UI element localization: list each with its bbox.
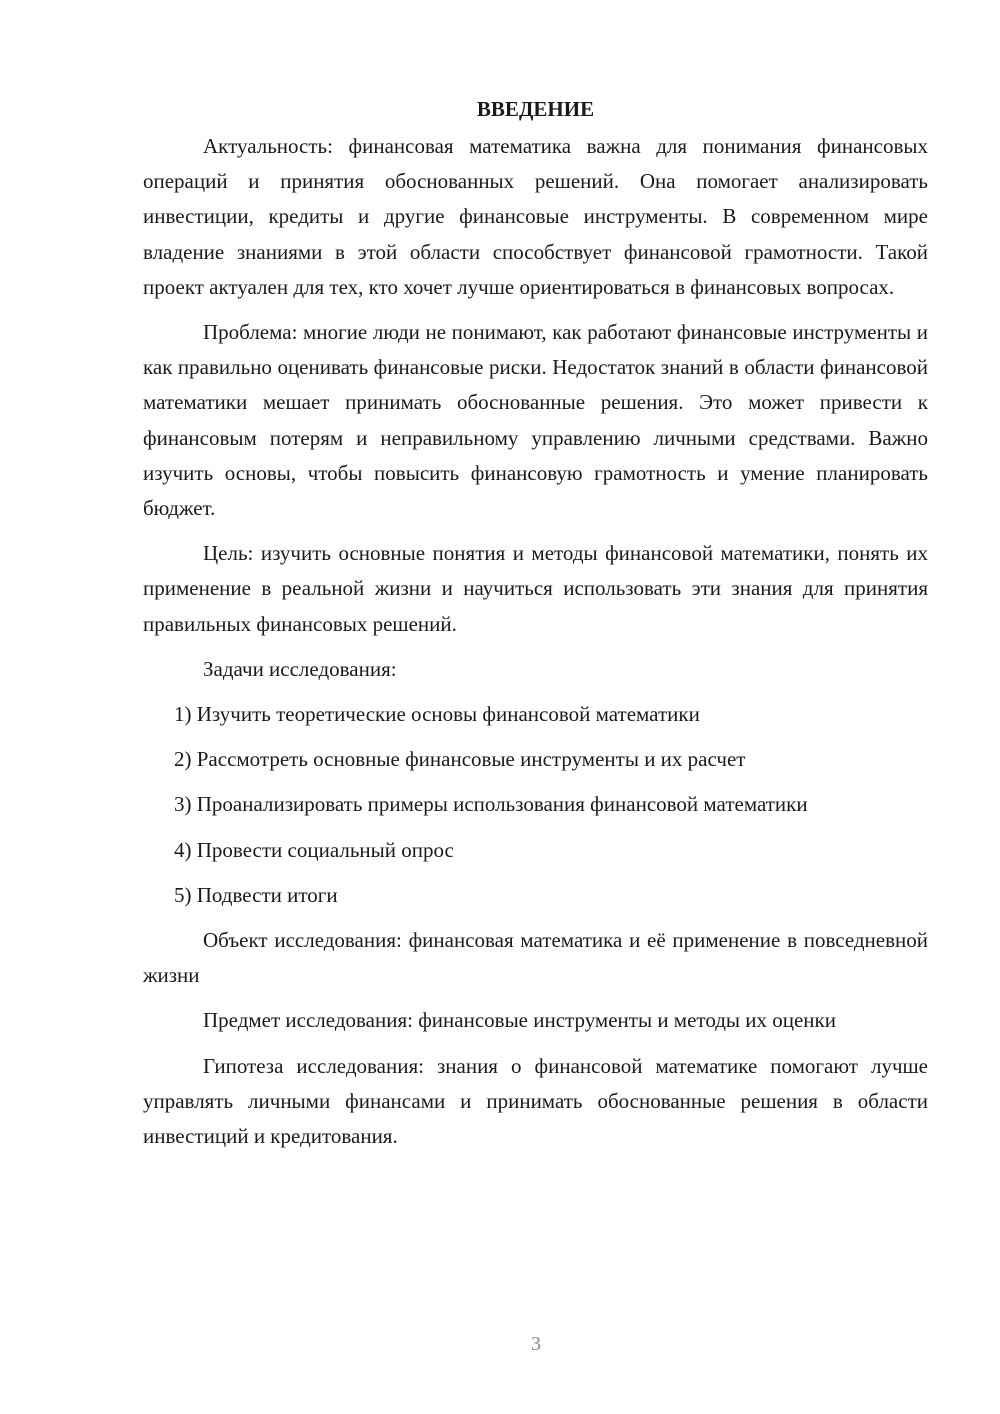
list-item: 5) Подвести итоги bbox=[174, 882, 338, 907]
list-item: 4) Провести социальный опрос bbox=[174, 837, 454, 862]
list-item: 2) Рассмотреть основные финансовые инструменты и их расчет bbox=[174, 747, 746, 772]
tasks-list bbox=[143, 697, 928, 913]
document-page bbox=[143, 92, 928, 1154]
paragraph-goal: Цель: изучить основные понятия и методы финансовой математики, понять их применение в реальной жизни и научиться использовать эти знания для принятия правильных финансовых решений. bbox=[143, 541, 928, 636]
paragraph-problem: Проблема: многие люди не понимают, как работают финансовые инструменты и как правильно оценивать финансовые риски. Недостаток знаний в области финансовой математики мешает принимать обоснованные решения. Это может привести к финансовым потерям и неправильному управлению личными средствами. Важно изучить основы, чтобы повысить финансовую грамотность и умение планировать бюджет. bbox=[143, 320, 928, 521]
page-number: 3 bbox=[531, 1333, 541, 1355]
paragraph-relevance: Актуальность: финансовая математика важна для понимания финансовых операций и принятия обоснованных решений. Она помогает анализировать инвестиции, кредиты и другие финансовые инструменты. В современном мире владение знаниями в этой области способствует финансовой грамотности. Такой проект актуален для тех, кто хочет лучше ориентироваться в финансовых вопросах. bbox=[143, 134, 928, 299]
paragraph-object: Объект исследования: финансовая математика и её применение в повседневной жизни bbox=[143, 928, 928, 988]
paragraph-hypothesis: Гипотеза исследования: знания о финансовой математике помогают лучше управлять личными финансами и принимать обоснованные решения в области инвестиций и кредитования. bbox=[143, 1053, 928, 1149]
paragraph-subject: Предмет исследования: финансовые инструменты и методы их оценки bbox=[203, 1008, 836, 1033]
tasks-title: Задачи исследования: bbox=[203, 656, 397, 681]
list-item: 3) Проанализировать примеры использования финансовой математики bbox=[174, 792, 808, 817]
section-heading: ВВЕДЕНИЕ bbox=[476, 97, 595, 121]
list-item: 1) Изучить теоретические основы финансовой математики bbox=[174, 702, 700, 727]
